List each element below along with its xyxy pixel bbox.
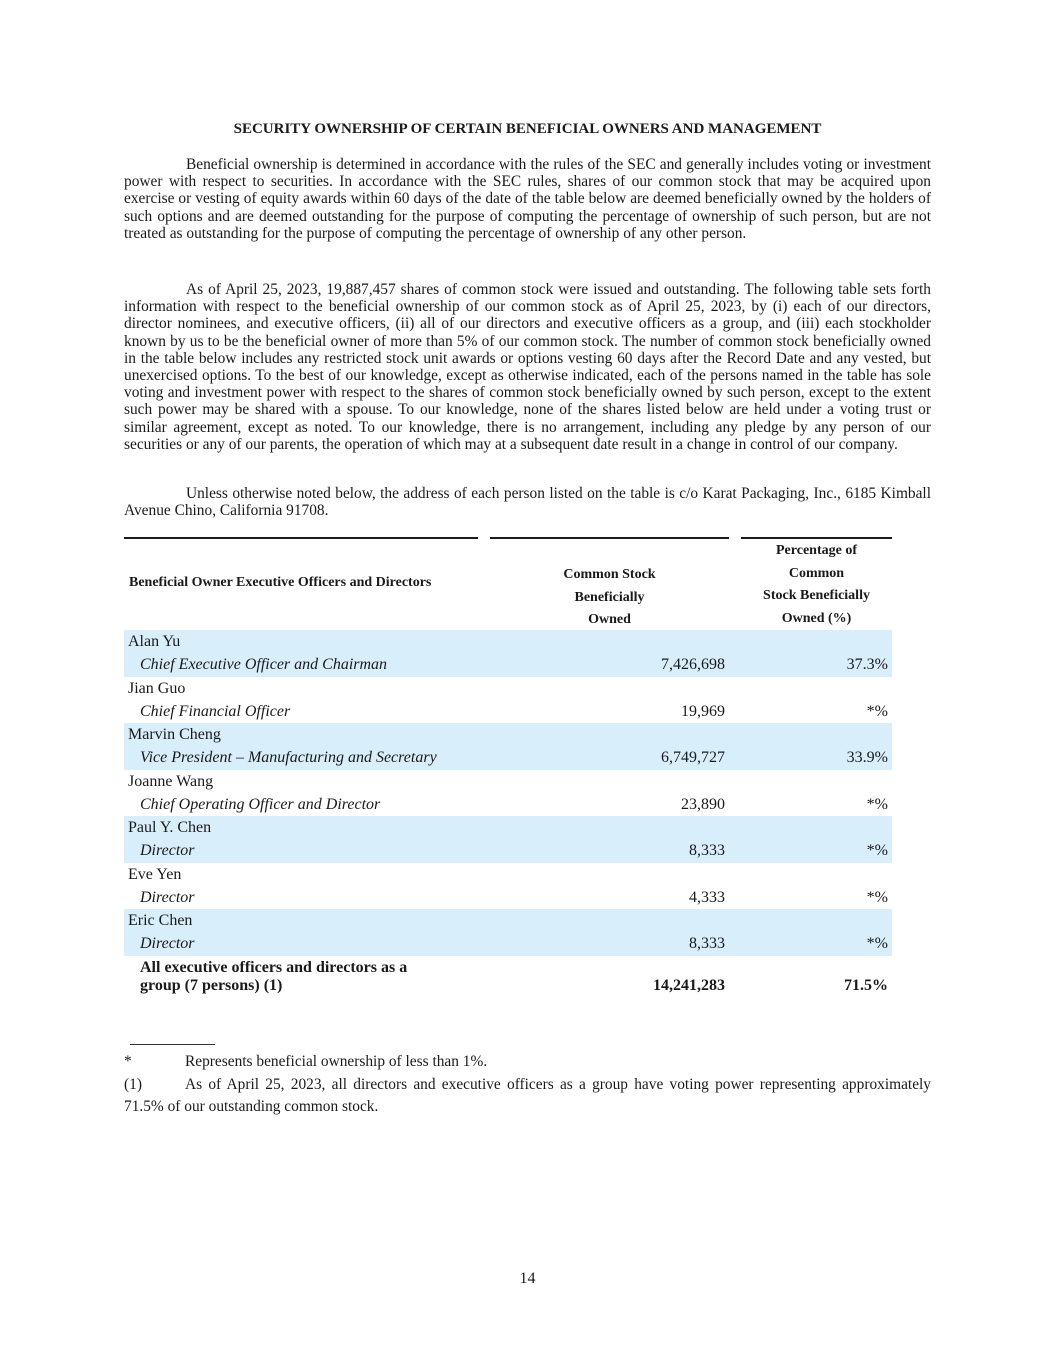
percent-owned: 37.3% — [846, 656, 888, 673]
percent-owned: 33.9% — [846, 749, 888, 766]
header-line: Common — [788, 565, 845, 581]
owner-name: Alan Yu — [128, 633, 181, 650]
column-header-owner: Beneficial Owner Executive Officers and Directors — [129, 575, 432, 590]
owner-role: Director — [140, 935, 195, 952]
footnote-text: Represents beneficial ownership of less than 1%. — [185, 1053, 488, 1070]
shares-owned: 19,969 — [681, 702, 725, 720]
percent-owned: *% — [866, 795, 888, 813]
percent-owned: *% — [866, 702, 888, 720]
percent-owned: *% — [866, 888, 888, 906]
paragraph-shares-outstanding: As of April 25, 2023, 19,887,457 shares of common stock were issued and outstanding. The following table sets forth information with respect to the beneficial ownership of our common stock as of April 25, 2023, by (i) each of our directors, director nominees, and executive officers, (ii) all of our directors and executive officers as a group, and (iii) each stockholder known by us to be the beneficial owner of more than 5% of our common stock. The number of common stock beneficially owned in the table below includes any restricted stock unit awards or options vesting 60 days after the Record Date and any vested, but unexercised options. To the best of our knowledge, except as otherwise indicated, each of the persons named in the table has sole voting and investment power with respect to the shares of common stock beneficially owned by such person, except to the extent such power may be shared with a spouse. To our knowledge, none of the shares listed below are held under a voting trust or similar agreement, except as noted. To our knowledge, there is no arrangement, including any pledge by any person of our securities or any of our parents, the operation of which may at a subsequent date result in a change in control of our company. — [124, 281, 931, 453]
percent-owned: *% — [866, 842, 888, 859]
total-label — [140, 959, 407, 995]
header-line: Stock Beneficially — [763, 588, 870, 603]
total-shares-owned: 14,241,283 — [653, 977, 725, 994]
header-line: Owned (%) — [781, 610, 852, 626]
owner-name: Marvin Cheng — [128, 726, 221, 743]
footnote-text: As of April 25, 2023, all directors and executive officers as a group have voting power representing approximately 71.5% of our outstanding common stock. — [124, 1076, 931, 1115]
owner-role: Chief Financial Officer — [140, 702, 291, 720]
header-rule — [124, 537, 478, 539]
owner-name: Eric Chen — [128, 912, 193, 929]
owner-name: Eve Yen — [128, 865, 182, 883]
paragraph-address: Unless otherwise noted below, the address of each person listed on the table is c/o Karat Packaging, Inc., 6185 Kimball Avenue Chino, California 91708. — [124, 485, 931, 520]
shares-owned: 4,333 — [689, 888, 725, 906]
total-label-line: All executive officers and directors as a — [140, 959, 408, 976]
column-header-shares — [490, 564, 729, 632]
header-line: Percentage of — [776, 543, 857, 558]
footnote — [124, 1074, 931, 1118]
shares-owned: 8,333 — [689, 842, 725, 859]
page-number: 14 — [519, 1270, 536, 1287]
table-row — [124, 770, 892, 817]
owner-role: Director — [140, 842, 195, 859]
shares-owned: 23,890 — [681, 795, 725, 813]
footnote — [124, 1051, 931, 1073]
header-line: Beneficially — [574, 589, 645, 605]
owner-name: Paul Y. Chen — [128, 819, 212, 836]
column-header-percentage — [741, 540, 892, 630]
table-row-total — [124, 957, 892, 1004]
percent-owned: *% — [866, 935, 888, 952]
table-row — [124, 677, 892, 724]
shares-owned: 6,749,727 — [661, 749, 725, 766]
shares-owned: 8,333 — [689, 935, 725, 952]
table-row — [124, 816, 892, 863]
owner-role: Chief Operating Officer and Director — [140, 795, 381, 813]
footnote-mark: * — [124, 1053, 132, 1070]
header-rule — [490, 537, 729, 539]
owner-name: Joanne Wang — [128, 772, 214, 790]
header-line: Owned — [588, 612, 631, 627]
shares-owned: 7,426,698 — [661, 656, 725, 673]
table-row — [124, 630, 892, 677]
owner-name: Jian Guo — [128, 679, 186, 697]
table-row — [124, 723, 892, 770]
footnote-mark: (1) — [124, 1076, 142, 1093]
owner-role: Chief Executive Officer and Chairman — [140, 656, 388, 673]
total-percent-owned: 71.5% — [844, 977, 888, 994]
footnote-divider — [130, 1044, 215, 1045]
owner-role: Director — [140, 888, 195, 906]
total-label-line: group (7 persons) (1) — [140, 977, 283, 994]
header-rule — [741, 537, 892, 539]
paragraph-beneficial-ownership: Beneficial ownership is determined in accordance with the rules of the SEC and generally includes voting or investment power with respect to securities. In accordance with the SEC rules, shares of our common stock that may be acquired upon exercise or vesting of equity awards within 60 days of the date of the table below are deemed beneficially owned by the holders of such options and are deemed outstanding for the purpose of computing the percentage of ownership of such person, but are not treated as outstanding for the purpose of computing the percentage of ownership of any other person. — [124, 156, 931, 242]
table-row — [124, 909, 892, 956]
section-title: SECURITY OWNERSHIP OF CERTAIN BENEFICIAL OWNERS AND MANAGEMENT — [233, 121, 822, 137]
header-line: Common Stock — [563, 567, 656, 582]
owner-role: Vice President – Manufacturing and Secretary — [140, 749, 437, 766]
table-row — [124, 863, 892, 910]
